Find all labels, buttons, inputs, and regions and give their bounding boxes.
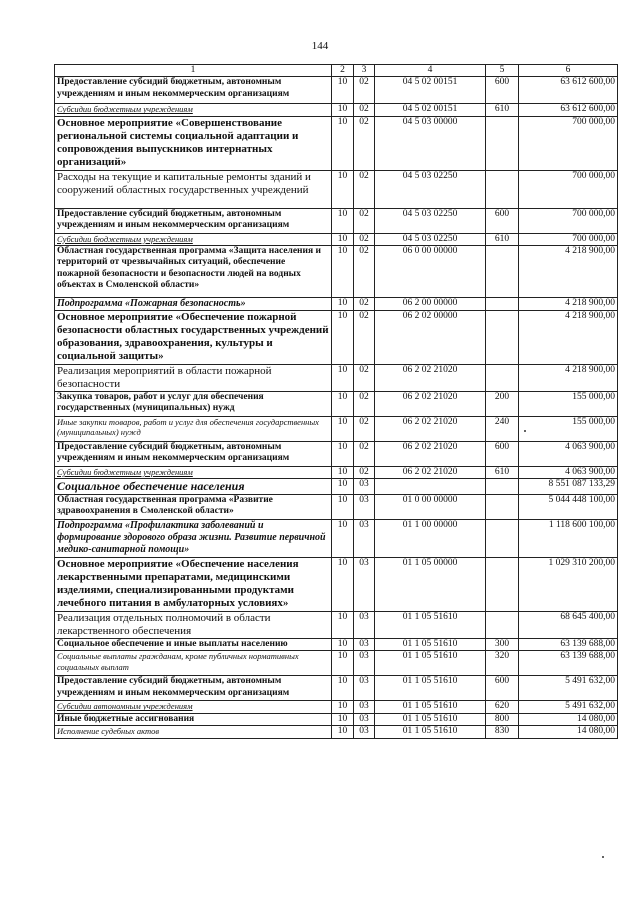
cell-sec: 10: [332, 494, 354, 519]
cell-sec: 10: [332, 519, 354, 557]
cell-vr: 600: [486, 676, 519, 701]
cell-sec: 10: [332, 208, 354, 233]
cell-csr: 04 5 03 02250: [375, 233, 486, 245]
cell-vr: 240: [486, 417, 519, 442]
cell-csr: 06 2 02 21020: [375, 417, 486, 442]
cell-sec: 10: [332, 116, 354, 170]
cell-vr: 600: [486, 442, 519, 467]
table-row: [55, 297, 618, 310]
cell-name: Субсидии бюджетным учреждениям: [55, 233, 332, 245]
cell-name: Субсидии бюджетным учреждениям: [55, 467, 332, 479]
table-row: [55, 392, 618, 417]
cell-name: Субсидии автономным учреждениям: [55, 701, 332, 713]
cell-sec: 10: [332, 611, 354, 638]
cell-vr: [486, 364, 519, 391]
cell-sec: 10: [332, 170, 354, 208]
cell-sub: 02: [354, 442, 375, 467]
cell-name: Исполнение судебных актов: [55, 726, 332, 738]
cell-vr: [486, 479, 519, 494]
cell-sum: 700 000,00: [519, 233, 618, 245]
cell-sum: 1 029 310 200,00: [519, 557, 618, 611]
table-row: [55, 208, 618, 233]
cell-sum: 4 218 900,00: [519, 245, 618, 297]
cell-name: Областная государственная программа «Защита населения и территорий от чрезвычайных ситуаций, обеспечение пожарной безопасности и безопасности людей на водных объектах в Смоленской области»: [55, 245, 332, 297]
cell-sub: 03: [354, 713, 375, 725]
page-number: 144: [311, 40, 329, 52]
budget-table: [54, 64, 618, 739]
cell-csr: 01 1 00 00000: [375, 519, 486, 557]
cell-sum: 4 218 900,00: [519, 297, 618, 310]
cell-sum: 4 063 900,00: [519, 442, 618, 467]
table-row: [55, 417, 618, 442]
cell-csr: 04 5 03 02250: [375, 208, 486, 233]
cell-sub: 03: [354, 494, 375, 519]
cell-vr: [486, 297, 519, 310]
cell-sum: 63 139 688,00: [519, 651, 618, 676]
cell-vr: 320: [486, 651, 519, 676]
column-header: 3: [354, 65, 375, 77]
cell-vr: 620: [486, 701, 519, 713]
cell-sum: 700 000,00: [519, 116, 618, 170]
cell-csr: 06 2 02 21020: [375, 442, 486, 467]
cell-sec: 10: [332, 726, 354, 738]
cell-csr: 01 1 05 51610: [375, 651, 486, 676]
cell-csr: 01 1 05 51610: [375, 713, 486, 725]
cell-sec: 10: [332, 676, 354, 701]
cell-csr: [375, 479, 486, 494]
cell-sub: 02: [354, 392, 375, 417]
cell-sum: 1 118 600 100,00: [519, 519, 618, 557]
table-row: [55, 77, 618, 104]
cell-sub: 02: [354, 310, 375, 364]
table-row: [55, 104, 618, 116]
cell-vr: 600: [486, 208, 519, 233]
cell-csr: 06 0 00 00000: [375, 245, 486, 297]
cell-sum: 63 612 600,00: [519, 77, 618, 104]
cell-sub: 03: [354, 611, 375, 638]
table-row: [55, 638, 618, 650]
cell-sum: 4 218 900,00: [519, 310, 618, 364]
cell-sum: 5 044 448 100,00: [519, 494, 618, 519]
cell-csr: 01 1 05 51610: [375, 638, 486, 650]
cell-sub: 02: [354, 104, 375, 116]
cell-vr: 610: [486, 467, 519, 479]
cell-sub: 02: [354, 467, 375, 479]
cell-sum: 4 063 900,00: [519, 467, 618, 479]
table-row: [55, 245, 618, 297]
cell-sec: 10: [332, 701, 354, 713]
cell-sum: 63 612 600,00: [519, 104, 618, 116]
cell-name: Подпрограмма «Пожарная безопасность»: [55, 297, 332, 310]
cell-sub: 03: [354, 701, 375, 713]
cell-csr: 01 0 00 00000: [375, 494, 486, 519]
cell-vr: [486, 494, 519, 519]
cell-sub: 03: [354, 519, 375, 557]
cell-sec: 10: [332, 557, 354, 611]
cell-sec: 10: [332, 638, 354, 650]
cell-sub: 02: [354, 208, 375, 233]
table-row: [55, 726, 618, 738]
cell-sec: 10: [332, 479, 354, 494]
cell-sec: 10: [332, 651, 354, 676]
cell-vr: [486, 116, 519, 170]
table-row: [55, 233, 618, 245]
cell-name: Социальное обеспечение населения: [55, 479, 332, 494]
cell-sub: 02: [354, 364, 375, 391]
cell-sec: 10: [332, 467, 354, 479]
table-row: [55, 519, 618, 557]
table-row: [55, 701, 618, 713]
cell-csr: 01 1 05 51610: [375, 701, 486, 713]
table-row: [55, 467, 618, 479]
cell-name: Предоставление субсидий бюджетным, автономным учреждениям и иным некоммерческим организациям: [55, 77, 332, 104]
cell-name: Предоставление субсидий бюджетным, автономным учреждениям и иным некоммерческим организациям: [55, 208, 332, 233]
cell-sub: 03: [354, 638, 375, 650]
cell-csr: 06 2 02 21020: [375, 467, 486, 479]
cell-sec: 10: [332, 77, 354, 104]
cell-sec: 10: [332, 364, 354, 391]
cell-vr: [486, 170, 519, 208]
cell-vr: 300: [486, 638, 519, 650]
cell-sec: 10: [332, 233, 354, 245]
cell-sec: 10: [332, 104, 354, 116]
cell-vr: 610: [486, 233, 519, 245]
cell-name: Предоставление субсидий бюджетным, автономным учреждениям и иным некоммерческим организациям: [55, 676, 332, 701]
table-row: [55, 557, 618, 611]
cell-sum: 155 000,00: [519, 392, 618, 417]
cell-vr: 600: [486, 77, 519, 104]
cell-name: Иные бюджетные ассигнования: [55, 713, 332, 725]
table-row: [55, 170, 618, 208]
column-header: 1: [55, 65, 332, 77]
cell-csr: 01 1 05 51610: [375, 676, 486, 701]
cell-sum: 68 645 400,00: [519, 611, 618, 638]
cell-name: Основное мероприятие «Совершенствование региональной системы социальной адаптации и сопровождения выпускников интернатных организаций»: [55, 116, 332, 170]
cell-sec: 10: [332, 310, 354, 364]
cell-sum: 4 218 900,00: [519, 364, 618, 391]
cell-name: Подпрограмма «Профилактика заболеваний и формирование здорового образа жизни. Развитие первичной медико-санитарной помощи»: [55, 519, 332, 557]
cell-name: Иные закупки товаров, работ и услуг для обеспечения государственных (муниципальных) нужд: [55, 417, 332, 442]
column-header: 2: [332, 65, 354, 77]
cell-csr: 01 1 05 00000: [375, 557, 486, 611]
cell-sub: 02: [354, 417, 375, 442]
column-header: 6: [519, 65, 618, 77]
cell-sum: 14 080,00: [519, 713, 618, 725]
cell-sum: 700 000,00: [519, 170, 618, 208]
cell-sec: 10: [332, 417, 354, 442]
cell-csr: 06 2 00 00000: [375, 297, 486, 310]
cell-name: Основное мероприятие «Обеспечение населения лекарственными препаратами, медицинскими изделиями, специализированными продуктами лечебного питания в амбулаторных условиях»: [55, 557, 332, 611]
cell-sec: 10: [332, 442, 354, 467]
cell-name: Социальные выплаты гражданам, кроме публичных нормативных социальных выплат: [55, 651, 332, 676]
cell-sub: 02: [354, 233, 375, 245]
table-row: [55, 651, 618, 676]
table-row: [55, 611, 618, 638]
cell-sub: 03: [354, 557, 375, 611]
cell-name: Основное мероприятие «Обеспечение пожарной безопасности областных государственных учреждений образования, здравоохранения, культуры и социальной защиты»: [55, 310, 332, 364]
cell-vr: 610: [486, 104, 519, 116]
table-header-row: [55, 65, 618, 77]
cell-sum: 5 491 632,00: [519, 676, 618, 701]
cell-csr: 01 1 05 51610: [375, 611, 486, 638]
cell-sec: 10: [332, 245, 354, 297]
cell-name: Социальное обеспечение и иные выплаты населению: [55, 638, 332, 650]
scan-mark: [602, 856, 604, 858]
cell-sub: 02: [354, 116, 375, 170]
cell-csr: 06 2 02 21020: [375, 392, 486, 417]
cell-csr: 06 2 02 00000: [375, 310, 486, 364]
scan-mark: [524, 430, 526, 432]
cell-vr: [486, 519, 519, 557]
table-row: [55, 494, 618, 519]
cell-csr: 04 5 03 00000: [375, 116, 486, 170]
table-row: [55, 442, 618, 467]
cell-sum: 63 139 688,00: [519, 638, 618, 650]
cell-name: Расходы на текущие и капитальные ремонты зданий и сооружений областных государственных учреждений: [55, 170, 332, 208]
cell-name: Реализация отдельных полномочий в области лекарственного обеспечения: [55, 611, 332, 638]
cell-sub: 03: [354, 726, 375, 738]
cell-csr: 04 5 02 00151: [375, 77, 486, 104]
cell-name: Субсидии бюджетным учреждениям: [55, 104, 332, 116]
table-row: [55, 310, 618, 364]
column-header: 4: [375, 65, 486, 77]
cell-name: Закупка товаров, работ и услуг для обеспечения государственных (муниципальных) нужд: [55, 392, 332, 417]
cell-vr: [486, 557, 519, 611]
table-row: [55, 479, 618, 494]
table-row: [55, 676, 618, 701]
cell-sum: 700 000,00: [519, 208, 618, 233]
cell-sum: 8 551 087 133,29: [519, 479, 618, 494]
column-header: 5: [486, 65, 519, 77]
cell-csr: 04 5 02 00151: [375, 104, 486, 116]
cell-csr: 01 1 05 51610: [375, 726, 486, 738]
cell-name: Областная государственная программа «Развитие здравоохранения в Смоленской области»: [55, 494, 332, 519]
cell-csr: 04 5 03 02250: [375, 170, 486, 208]
cell-name: Реализация мероприятий в области пожарной безопасности: [55, 364, 332, 391]
cell-sub: 02: [354, 170, 375, 208]
cell-sec: 10: [332, 297, 354, 310]
cell-sub: 03: [354, 676, 375, 701]
cell-vr: 200: [486, 392, 519, 417]
cell-sec: 10: [332, 713, 354, 725]
cell-sub: 03: [354, 651, 375, 676]
cell-sum: 14 080,00: [519, 726, 618, 738]
table-row: [55, 116, 618, 170]
cell-sum: 155 000,00: [519, 417, 618, 442]
cell-csr: 06 2 02 21020: [375, 364, 486, 391]
table-row: [55, 713, 618, 725]
cell-sub: 02: [354, 77, 375, 104]
cell-vr: [486, 310, 519, 364]
cell-name: Предоставление субсидий бюджетным, автономным учреждениям и иным некоммерческим организациям: [55, 442, 332, 467]
cell-sec: 10: [332, 392, 354, 417]
cell-vr: 800: [486, 713, 519, 725]
cell-vr: [486, 245, 519, 297]
cell-sub: 02: [354, 297, 375, 310]
cell-vr: [486, 611, 519, 638]
cell-sub: 02: [354, 245, 375, 297]
table-row: [55, 364, 618, 391]
cell-sub: 03: [354, 479, 375, 494]
cell-sum: 5 491 632,00: [519, 701, 618, 713]
cell-vr: 830: [486, 726, 519, 738]
